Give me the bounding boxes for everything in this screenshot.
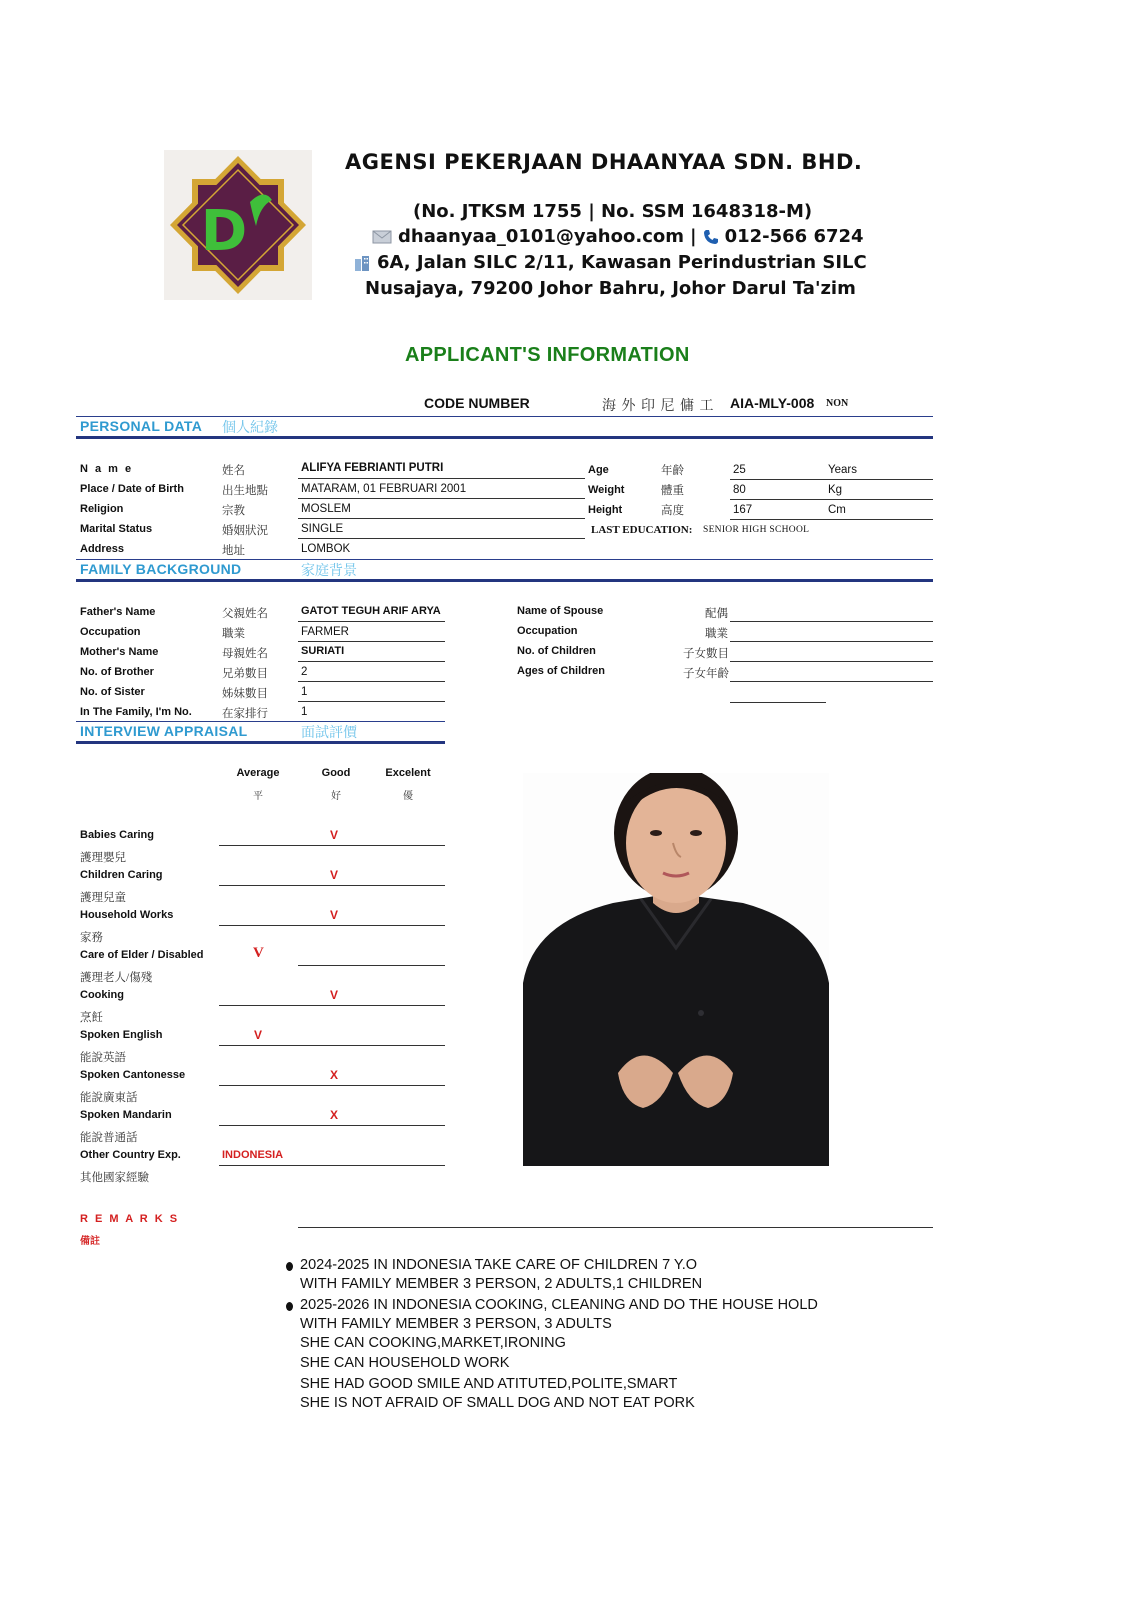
field-underline (298, 518, 585, 519)
field-underline (298, 701, 445, 702)
father-cn: 父親姓名 (222, 608, 268, 620)
pob-cn: 出生地點 (222, 485, 268, 497)
field-underline (298, 498, 585, 499)
height-label: Height (588, 504, 623, 516)
field-underline (730, 661, 933, 662)
field-underline (730, 499, 933, 500)
remark-line: 2025-2026 IN INDONESIA COOKING, CLEANING AND DO THE HOUSE HOLD (300, 1297, 818, 1313)
spouse-occupation-label: Occupation (517, 625, 578, 637)
page-title: APPLICANT'S INFORMATION (405, 344, 690, 366)
field-underline (730, 621, 933, 622)
field-underline (298, 478, 585, 479)
field-underline (219, 1125, 445, 1126)
col-good: Good (321, 767, 351, 779)
address-line-1-text: 6A, Jalan SILC 2/11, Kawasan Perindustrian SILC (377, 252, 867, 273)
field-underline (730, 519, 933, 520)
other-country-label: Other Country Exp. (80, 1149, 181, 1161)
sister-cn: 姊妹數目 (222, 688, 268, 700)
section-title-interview: INTERVIEW APPRAISAL (80, 723, 248, 739)
field-underline (730, 681, 933, 682)
pob-label: Place / Date of Birth (80, 483, 184, 495)
company-name: AGENSI PEKERJAAN DHAANYAA SDN. BHD. (345, 150, 863, 174)
divider (76, 721, 445, 722)
field-underline (298, 681, 445, 682)
marital-label: Marital Status (80, 523, 153, 535)
contact-line (372, 226, 864, 247)
remark-line: SHE IS NOT AFRAID OF SMALL DOG AND NOT EAT PORK (300, 1395, 695, 1411)
height-unit: Cm (828, 504, 846, 516)
other-country-value: INDONESIA (222, 1149, 284, 1161)
name-cn: 姓名 (222, 465, 245, 477)
children-ages-cn: 子女年齡 (683, 668, 729, 680)
weight-label: Weight (588, 484, 625, 496)
code-number-cn: 海 外 印 尼 傭 工 (602, 399, 715, 414)
contact-separator: | (690, 226, 697, 247)
remark-line: SHE CAN HOUSEHOLD WORK (300, 1355, 510, 1371)
weight-value: 80 (733, 484, 746, 496)
code-number-suffix: NON (826, 398, 849, 409)
occupation-label: Occupation (80, 626, 141, 638)
rating-mark: V (330, 988, 339, 1002)
field-underline (219, 885, 445, 886)
skill-cn: 護理兒童 (80, 892, 126, 904)
skill-cn: 能說英語 (80, 1052, 126, 1064)
remark-line: 2024-2025 IN INDONESIA TAKE CARE OF CHILDREN 7 Y.O (300, 1257, 698, 1273)
skill-cn: 烹飪 (80, 1012, 103, 1024)
field-underline (219, 1045, 445, 1046)
spouse-occupation-cn: 職業 (705, 628, 728, 640)
father-value: GATOT TEGUH ARIF ARYA (301, 605, 441, 617)
section-title-personal: PERSONAL DATA (80, 418, 203, 434)
skill-label: Household Works (80, 909, 174, 921)
rating-mark: X (330, 1108, 339, 1122)
section-cn-personal: 個人紀錄 (222, 421, 278, 436)
bullet-icon (286, 1302, 293, 1311)
remark-line: SHE HAD GOOD SMILE AND ATITUTED,POLITE,SMART (300, 1376, 678, 1392)
rating-mark: V (330, 908, 339, 922)
field-underline (298, 965, 445, 966)
field-underline (219, 1085, 445, 1086)
email: dhaanyaa_0101@yahoo.com (398, 226, 684, 247)
age-label: Age (588, 464, 609, 476)
skill-cn: 家務 (80, 932, 103, 944)
remarks-cn: 備註 (80, 1236, 100, 1247)
rating-mark: V (253, 945, 264, 961)
father-label: Father's Name (80, 606, 156, 618)
section-cn-family: 家庭背景 (301, 564, 357, 579)
field-underline (730, 479, 933, 480)
field-underline (219, 1005, 445, 1006)
family-order-value: 1 (301, 706, 308, 718)
logo-emblem (164, 150, 312, 300)
children-label: No. of Children (517, 645, 596, 657)
brother-cn: 兄弟數目 (222, 668, 268, 680)
pob-value: MATARAM, 01 FEBRUARI 2001 (301, 483, 467, 495)
mother-value: SURIATI (301, 645, 345, 657)
field-underline (730, 702, 826, 703)
rating-mark: V (330, 868, 339, 882)
phone-icon (703, 229, 719, 245)
skill-label: Children Caring (80, 869, 163, 881)
registration-numbers: (No. JTKSM 1755 | No. SSM 1648318-M) (413, 201, 813, 222)
remarks-underline (298, 1227, 933, 1228)
spouse-label: Name of Spouse (517, 605, 604, 617)
section-cn-interview: 面試評價 (301, 726, 357, 741)
section-rule (76, 579, 933, 582)
skill-cn: 護理嬰兒 (80, 852, 126, 864)
name-value: ALIFYA FEBRIANTI PUTRI (301, 462, 444, 474)
rating-mark: V (330, 828, 339, 842)
remark-line: SHE CAN COOKING,MARKET,IRONING (300, 1335, 566, 1351)
mother-cn: 母親姓名 (222, 648, 268, 660)
height-cn: 高度 (661, 505, 684, 517)
occupation-value: FARMER (301, 626, 349, 638)
height-value: 167 (733, 504, 753, 516)
sister-label: No. of Sister (80, 686, 145, 698)
religion-label: Religion (80, 503, 124, 515)
skill-label: Cooking (80, 989, 124, 1001)
skill-label: Spoken Mandarin (80, 1109, 172, 1121)
field-underline (219, 1165, 445, 1166)
age-unit: Years (828, 464, 857, 476)
field-underline (298, 538, 585, 539)
field-underline (219, 925, 445, 926)
address-line-2: Nusajaya, 79200 Johor Bahru, Johor Darul Ta'zim (365, 278, 856, 299)
remarks-label: R E M A R K S (80, 1213, 180, 1225)
weight-unit: Kg (828, 484, 843, 496)
brother-value: 2 (301, 666, 308, 678)
skill-label: Care of Elder / Disabled (80, 949, 204, 961)
rating-mark: V (254, 1028, 263, 1042)
rating-mark: X (330, 1068, 339, 1082)
divider (76, 559, 933, 560)
col-excellent: Excelent (385, 767, 431, 779)
field-underline (298, 641, 445, 642)
logo-letter: D (200, 199, 248, 264)
spouse-cn: 配偶 (705, 608, 728, 620)
marital-cn: 婚姻狀況 (222, 525, 268, 537)
section-rule (76, 741, 445, 744)
envelope-icon (372, 230, 392, 244)
skill-cn: 護理老人/傷殘 (80, 972, 153, 984)
brother-label: No. of Brother (80, 666, 154, 678)
applicant-portrait (523, 773, 829, 1166)
other-country-cn: 其他國家經驗 (80, 1172, 149, 1184)
field-underline (219, 845, 445, 846)
children-cn: 子女數目 (683, 648, 729, 660)
remark-line: WITH FAMILY MEMBER 3 PERSON, 2 ADULTS,1 CHILDREN (300, 1276, 703, 1292)
section-rule (76, 436, 933, 439)
name-label: N a m e (80, 463, 134, 475)
education-label: LAST EDUCATION: (591, 524, 693, 536)
skill-label: Spoken English (80, 1029, 163, 1041)
address-label: Address (80, 543, 125, 555)
section-title-family: FAMILY BACKGROUND (80, 561, 242, 577)
mother-label: Mother's Name (80, 646, 159, 658)
education-value: SENIOR HIGH SCHOOL (703, 525, 810, 535)
age-value: 25 (733, 464, 746, 476)
skill-cn: 能說廣東話 (80, 1092, 138, 1104)
field-underline (730, 641, 933, 642)
occupation-cn: 職業 (222, 628, 245, 640)
skill-cn: 能說普通話 (80, 1132, 138, 1144)
skill-label: Babies Caring (80, 829, 154, 841)
religion-cn: 宗教 (222, 505, 245, 517)
applicant-photo (523, 773, 829, 1166)
code-number-label: CODE NUMBER (424, 395, 530, 411)
company-logo (164, 150, 312, 300)
age-cn: 年齡 (661, 465, 684, 477)
divider (76, 416, 933, 417)
address-value: LOMBOK (301, 543, 351, 555)
col-excellent-cn: 優 (403, 791, 413, 802)
address-line-1 (353, 252, 867, 273)
field-underline (298, 661, 445, 662)
religion-value: MOSLEM (301, 503, 351, 515)
weight-cn: 體重 (661, 485, 684, 497)
bullet-icon (286, 1262, 293, 1271)
skill-label: Spoken Cantonesse (80, 1069, 186, 1081)
building-icon (353, 255, 371, 271)
col-average-cn: 平 (253, 791, 263, 802)
family-order-label: In The Family, I'm No. (80, 706, 192, 718)
phone: 012-566 6724 (724, 226, 864, 247)
family-order-cn: 在家排行 (222, 708, 268, 720)
col-good-cn: 好 (331, 791, 341, 802)
code-number-value: AIA-MLY-008 (730, 395, 815, 411)
marital-value: SINGLE (301, 523, 344, 535)
address-cn: 地址 (222, 545, 245, 557)
sister-value: 1 (301, 686, 308, 698)
remark-line: WITH FAMILY MEMBER 3 PERSON, 3 ADULTS (300, 1316, 612, 1332)
col-average: Average (236, 767, 280, 779)
field-underline (298, 621, 445, 622)
children-ages-label: Ages of Children (517, 665, 606, 677)
